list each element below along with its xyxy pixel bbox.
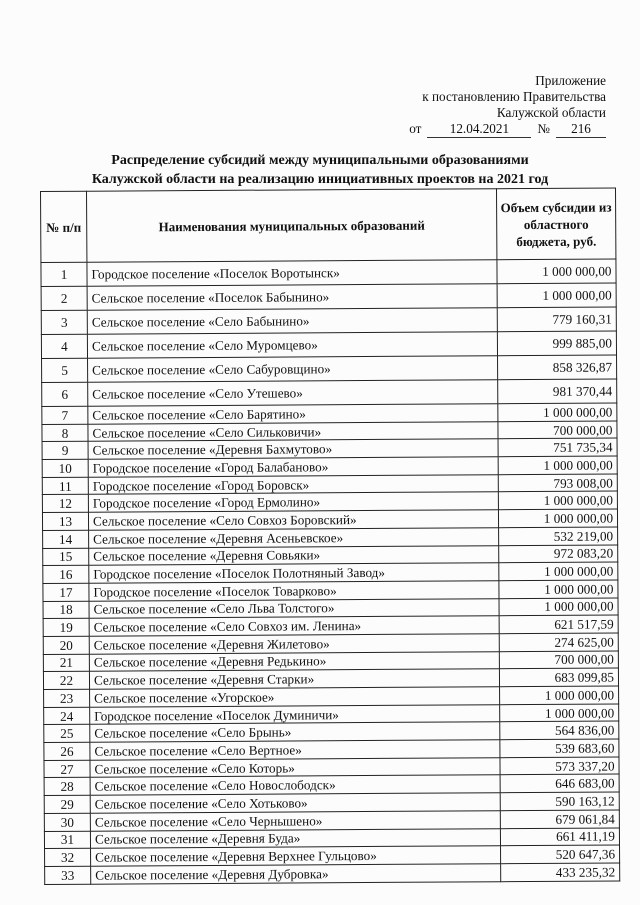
table-row (41, 307, 616, 335)
appendix-block (409, 73, 606, 138)
header-num: № п/п (41, 191, 87, 262)
subsidy-table (40, 187, 620, 884)
row-num: 7 (42, 406, 88, 424)
row-amount: 858 326,87 (498, 355, 617, 380)
row-num: 23 (44, 689, 90, 707)
table-row (41, 283, 616, 311)
table-row (42, 379, 617, 407)
row-name: Сельское поселение «Угорское» (90, 687, 500, 707)
row-num: 21 (43, 654, 89, 672)
row-name: Сельское поселение «Деревня Дубровка» (91, 864, 501, 884)
row-amount: 590 163,12 (500, 792, 619, 810)
row-num: 15 (43, 548, 89, 566)
row-name: Сельское поселение «Деревня Асеньевское» (89, 528, 499, 548)
number-label: № (537, 121, 550, 136)
row-name: Сельское поселение «Деревня Старки» (89, 669, 499, 689)
row-amount: 661 411,19 (500, 827, 619, 845)
row-name: Сельское поселение «Село Бабынино» (87, 308, 497, 335)
row-amount: 1 000 000,00 (499, 580, 618, 598)
table-row (41, 259, 616, 287)
row-name: Сельское поселение «Село Льва Толстого» (89, 598, 499, 618)
row-name: Сельское поселение «Село Барятино» (88, 404, 498, 424)
row-name: Городское поселение «Поселок Товарково» (89, 581, 499, 601)
row-amount: 1 000 000,00 (498, 456, 617, 474)
row-num: 2 (41, 286, 87, 310)
row-num: 24 (44, 707, 90, 725)
row-num: 26 (44, 742, 90, 760)
row-name: Городское поселение «Поселок Полотняный Завод» (89, 563, 499, 583)
row-amount: 1 000 000,00 (498, 403, 617, 421)
row-num: 33 (45, 866, 91, 884)
row-amount: 700 000,00 (499, 651, 618, 669)
row-num: 16 (43, 565, 89, 583)
row-num: 9 (42, 442, 88, 460)
row-amount: 779 160,31 (497, 307, 616, 332)
document-title (0, 151, 640, 189)
table-row (45, 863, 620, 884)
row-amount: 573 337,20 (500, 757, 619, 775)
row-name: Сельское поселение «Село Совхоз им. Ленина» (89, 616, 499, 636)
row-num: 11 (42, 477, 88, 495)
row-amount: 700 000,00 (498, 421, 617, 439)
row-amount: 1 000 000,00 (499, 562, 618, 580)
row-num: 12 (42, 495, 88, 513)
row-amount: 532 219,00 (499, 527, 618, 545)
row-amount: 539 683,60 (500, 739, 619, 757)
row-name: Сельское поселение «Деревня Бахмутово» (88, 439, 498, 459)
row-amount: 1 000 000,00 (499, 598, 618, 616)
row-num: 10 (42, 459, 88, 477)
appendix-title: Приложение (535, 73, 606, 88)
row-name: Сельское поселение «Село Совхоз Боровский» (88, 510, 498, 530)
row-num: 1 (41, 262, 87, 286)
row-num: 6 (42, 382, 88, 406)
row-num: 19 (43, 618, 89, 636)
row-amount: 981 370,44 (498, 379, 617, 404)
row-num: 28 (44, 778, 90, 796)
row-amount: 1 000 000,00 (500, 704, 619, 722)
row-amount: 1 000 000,00 (497, 259, 616, 284)
header-name: Наименования муниципальных образований (87, 189, 497, 263)
row-num: 27 (44, 760, 90, 778)
row-name: Сельское поселение «Деревня Буда» (90, 828, 500, 848)
row-num: 4 (41, 334, 87, 358)
row-name: Городское поселение «Поселок Думиничи» (90, 704, 500, 724)
row-name: Городское поселение «Город Боровск» (88, 474, 498, 494)
row-num: 22 (43, 672, 89, 690)
appendix-order-line (409, 121, 606, 138)
row-amount: 520 647,36 (501, 845, 620, 863)
row-amount: 1 000 000,00 (498, 491, 617, 509)
row-amount: 793 008,00 (498, 474, 617, 492)
order-number: 216 (556, 121, 606, 138)
row-amount: 679 061,84 (500, 810, 619, 828)
appendix-resolution: к постановлению Правительства (422, 89, 606, 104)
row-name: Сельское поселение «Деревня Жилетово» (89, 634, 499, 654)
row-amount: 972 083,20 (499, 544, 618, 562)
row-amount: 621 517,59 (499, 615, 618, 633)
row-name: Сельское поселение «Деревня Совьяки» (89, 545, 499, 565)
title-line-2: Калужской области на реализацию инициативных проектов на 2021 год (91, 172, 549, 187)
row-num: 3 (41, 310, 87, 334)
row-name: Сельское поселение «Село Сабуровщино» (88, 356, 498, 383)
table-row (41, 331, 616, 359)
row-name: Сельское поселение «Поселок Бабынино» (87, 284, 497, 311)
row-name: Сельское поселение «Село Хотьково» (90, 793, 500, 813)
row-num: 17 (43, 583, 89, 601)
table-body (41, 259, 620, 884)
row-num: 32 (45, 848, 91, 866)
row-amount: 1 000 000,00 (498, 509, 617, 527)
row-amount: 274 625,00 (499, 633, 618, 651)
row-amount: 646 683,00 (500, 774, 619, 792)
row-name: Сельское поселение «Село Утешево» (88, 380, 498, 407)
row-num: 20 (43, 636, 89, 654)
header-amount: Объем субсидии из областного бюджета, руб. (496, 188, 615, 260)
row-num: 5 (42, 358, 88, 382)
row-num: 14 (43, 530, 89, 548)
row-num: 18 (43, 601, 89, 619)
row-amount: 1 000 000,00 (500, 686, 619, 704)
row-num: 29 (44, 795, 90, 813)
row-amount: 683 099,85 (499, 668, 618, 686)
row-name: Городское поселение «Поселок Воротынск» (87, 260, 497, 287)
row-num: 31 (44, 831, 90, 849)
row-name: Сельское поселение «Село Которь» (90, 757, 500, 777)
row-name: Сельское поселение «Деревня Редькино» (89, 651, 499, 671)
row-name: Сельское поселение «Село Муромцево» (87, 332, 497, 359)
order-date: 12.04.2021 (427, 121, 531, 138)
row-amount: 433 235,32 (501, 863, 620, 881)
row-amount: 1 000 000,00 (497, 283, 616, 308)
table-row (42, 355, 617, 383)
row-amount: 999 885,00 (497, 331, 616, 356)
row-amount: 564 836,00 (500, 721, 619, 739)
row-num: 30 (44, 813, 90, 831)
row-name: Городское поселение «Город Балабаново» (88, 457, 498, 477)
row-name: Сельское поселение «Село Чернышено» (90, 811, 500, 831)
row-name: Городское поселение «Город Ермолино» (88, 492, 498, 512)
row-name: Сельское поселение «Село Сильковичи» (88, 421, 498, 441)
row-num: 13 (42, 512, 88, 530)
row-name: Сельское поселение «Село Вертное» (90, 740, 500, 760)
row-amount: 751 735,34 (498, 438, 617, 456)
row-name: Сельское поселение «Село Брынь» (90, 722, 500, 742)
row-name: Сельское поселение «Деревня Верхнее Гульцово» (91, 846, 501, 866)
from-label: от (409, 121, 422, 136)
row-name: Сельское поселение «Село Новослободск» (90, 775, 500, 795)
table-header-row (41, 188, 616, 263)
appendix-region: Калужской области (496, 105, 606, 120)
row-num: 8 (42, 424, 88, 442)
title-line-1: Распределение субсидий между муниципальными образованиями (111, 153, 529, 168)
row-num: 25 (44, 725, 90, 743)
